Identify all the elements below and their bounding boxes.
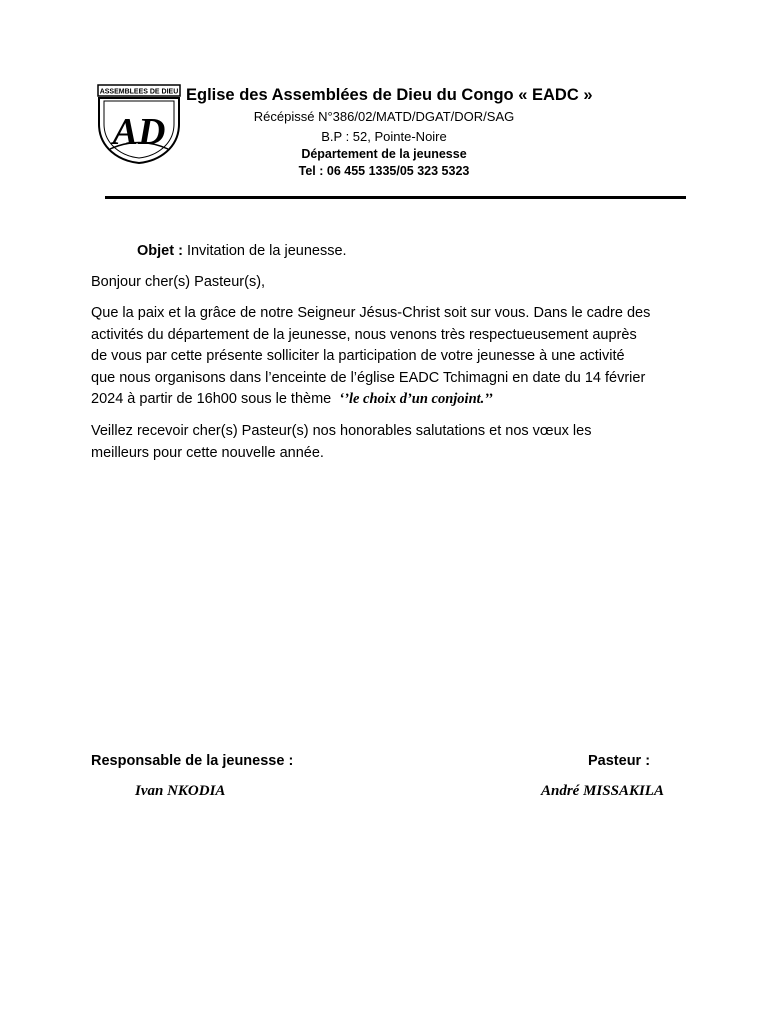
recepisse-number: Récépissé N°386/02/MATD/DGAT/DOR/SAG (253, 109, 515, 124)
subject-text: Invitation de la jeunesse. (186, 243, 347, 259)
paragraph-line: Que la paix et la grâce de notre Seigneur Jésus-Christ soit sur vous. Dans le cadre des (91, 305, 651, 321)
pastor-label: Pasteur : (588, 753, 651, 769)
organization-name: Eglise des Assemblées de Dieu du Congo « EADC » (186, 86, 593, 104)
paragraph-line: Veillez recevoir cher(s) Pasteur(s) nos honorables salutations et nos vœux les (91, 423, 592, 439)
logo-banner-text: ASSEMBLEES DE DIEU (99, 88, 179, 96)
youth-leader-label: Responsable de la jeunesse : (91, 753, 294, 769)
paragraph-line: meilleurs pour cette nouvelle année. (91, 444, 324, 461)
postal-box: B.P : 52, Pointe-Noire (321, 129, 447, 144)
church-logo (96, 84, 182, 164)
subject-line (137, 241, 347, 263)
paragraph-line: de vous par cette présente solliciter la participation de votre jeunesse à une activité (91, 348, 625, 364)
paragraph-line: activités du département de la jeunesse, nous venons très respectueusement auprès (91, 326, 637, 343)
paragraph-line: 2024 à partir de 16h00 sous le thème (91, 391, 332, 407)
youth-leader-name: Ivan NKODIA (135, 783, 226, 799)
body-paragraph-1 (91, 303, 650, 411)
pastor-name: André MISSAKILA (541, 783, 664, 799)
logo-monogram: AD (112, 111, 166, 153)
subject-label: Objet : (137, 243, 183, 259)
paragraph-line: que nous organisons dans l’enceinte de l’église EADC Tchimagni en date du 14 février (91, 369, 646, 386)
body-paragraph-2 (91, 421, 591, 464)
department-name: Département de la jeunesse (301, 147, 467, 161)
telephone: Tel : 06 455 1335/05 323 5323 (298, 164, 470, 178)
event-theme: ‘’le choix d’un conjoint.’’ (339, 391, 493, 407)
greeting: Bonjour cher(s) Pasteur(s), (91, 274, 266, 290)
header-divider (105, 196, 686, 199)
paragraph-line-last (91, 389, 650, 411)
